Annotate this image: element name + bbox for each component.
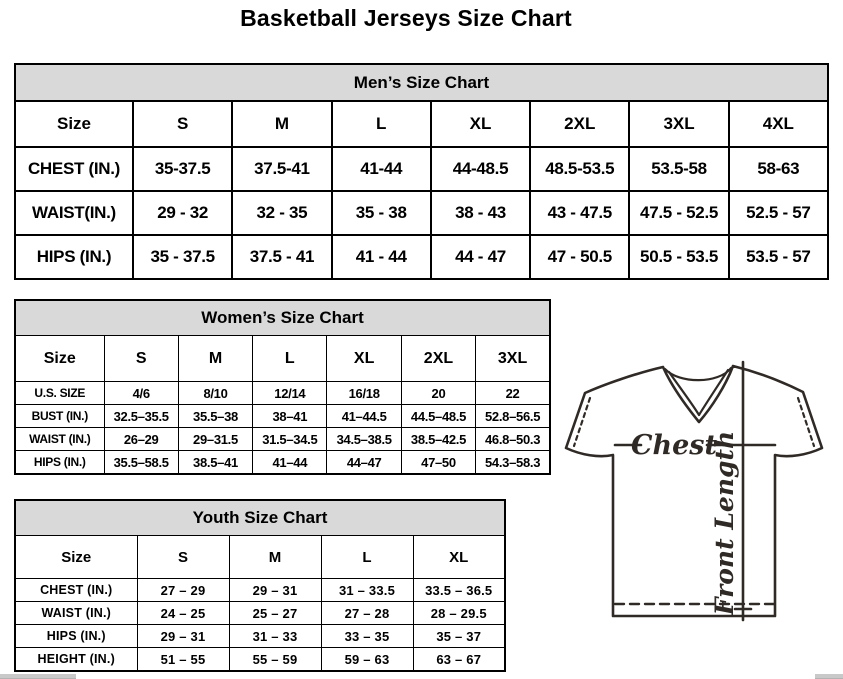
youth-col-header: S: [137, 536, 229, 579]
row-label: CHEST (IN.): [15, 147, 133, 191]
size-cell: 41–44: [253, 451, 327, 475]
row-label: CHEST (IN.): [15, 579, 137, 602]
size-cell: 44–47: [327, 451, 401, 475]
size-cell: 33 – 35: [321, 625, 413, 648]
size-cell: 47–50: [401, 451, 475, 475]
size-cell: 50.5 - 53.5: [629, 235, 728, 279]
size-cell: 29 - 32: [133, 191, 232, 235]
womens-chart-title: Women’s Size Chart: [15, 300, 550, 336]
size-cell: 31.5–34.5: [253, 428, 327, 451]
size-cell: 24 – 25: [137, 602, 229, 625]
youth-height-row: [15, 648, 505, 672]
size-cell: 31 – 33.5: [321, 579, 413, 602]
size-cell: 16/18: [327, 382, 401, 405]
collar-back-curve: [665, 368, 731, 380]
mens-col-header: 4XL: [729, 101, 828, 147]
size-cell: 38–41: [253, 405, 327, 428]
row-label: HIPS (IN.): [15, 625, 137, 648]
size-cell: 47.5 - 52.5: [629, 191, 728, 235]
youth-size-corner: Size: [15, 536, 137, 579]
row-label: U.S. SIZE: [15, 382, 104, 405]
size-cell: 44 - 47: [431, 235, 530, 279]
mens-col-header: L: [332, 101, 431, 147]
row-label: WAIST(IN.): [15, 191, 133, 235]
size-cell: 33.5 – 36.5: [413, 579, 505, 602]
size-cell: 35.5–38: [178, 405, 252, 428]
right-cuff-stitch: [798, 398, 814, 446]
mens-col-header: M: [232, 101, 331, 147]
size-cell: 34.5–38.5: [327, 428, 401, 451]
womens-col-header: M: [178, 336, 252, 382]
size-cell: 32 - 35: [232, 191, 331, 235]
womens-col-header: S: [104, 336, 178, 382]
size-cell: 63 – 67: [413, 648, 505, 672]
jersey-outline-drawing: [561, 358, 829, 628]
womens-size-chart-table: [14, 299, 551, 475]
chest-measure-label: Chest: [631, 430, 717, 461]
size-cell: 28 – 29.5: [413, 602, 505, 625]
youth-waist-row: [15, 602, 505, 625]
womens-size-corner: Size: [15, 336, 104, 382]
youth-header-row: [15, 536, 505, 579]
size-cell: 38.5–41: [178, 451, 252, 475]
mens-col-header: S: [133, 101, 232, 147]
youth-size-chart-table: [14, 499, 506, 672]
size-cell: 44.5–48.5: [401, 405, 475, 428]
mens-waist-row: [15, 191, 828, 235]
size-cell: 52.8–56.5: [476, 405, 550, 428]
size-cell: 41 - 44: [332, 235, 431, 279]
size-cell: 38.5–42.5: [401, 428, 475, 451]
size-cell: 29 – 31: [137, 625, 229, 648]
size-cell: 12/14: [253, 382, 327, 405]
size-cell: 46.8–50.3: [476, 428, 550, 451]
size-cell: 53.5-58: [629, 147, 728, 191]
size-cell: 47 - 50.5: [530, 235, 629, 279]
size-cell: 48.5-53.5: [530, 147, 629, 191]
womens-col-header: 2XL: [401, 336, 475, 382]
mens-header-row: [15, 101, 828, 147]
size-cell: 52.5 - 57: [729, 191, 828, 235]
size-cell: 43 - 47.5: [530, 191, 629, 235]
youth-chart-title: Youth Size Chart: [15, 500, 505, 536]
youth-col-header: XL: [413, 536, 505, 579]
mens-hips-row: [15, 235, 828, 279]
size-cell: 54.3–58.3: [476, 451, 550, 475]
womens-col-header: XL: [327, 336, 401, 382]
womens-col-header: 3XL: [476, 336, 550, 382]
size-cell: 41-44: [332, 147, 431, 191]
youth-hips-row: [15, 625, 505, 648]
size-cell: 37.5 - 41: [232, 235, 331, 279]
youth-chest-row: [15, 579, 505, 602]
womens-col-header: L: [253, 336, 327, 382]
womens-bust-row: [15, 405, 550, 428]
size-cell: 35 - 38: [332, 191, 431, 235]
size-cell: 32.5–35.5: [104, 405, 178, 428]
size-cell: 29 – 31: [229, 579, 321, 602]
horizontal-scrollbar-fragment-right[interactable]: [815, 674, 843, 679]
womens-header-row: [15, 336, 550, 382]
size-cell: 38 - 43: [431, 191, 530, 235]
size-cell: 58-63: [729, 147, 828, 191]
row-label: HEIGHT (IN.): [15, 648, 137, 672]
mens-size-chart-table: [14, 63, 829, 280]
row-label: WAIST (IN.): [15, 428, 104, 451]
mens-chest-row: [15, 147, 828, 191]
page-title: Basketball Jerseys Size Chart: [240, 5, 572, 31]
youth-col-header: M: [229, 536, 321, 579]
size-cell: 4/6: [104, 382, 178, 405]
womens-hips-row: [15, 451, 550, 475]
size-cell: 44-48.5: [431, 147, 530, 191]
size-cell: 27 – 29: [137, 579, 229, 602]
row-label: HIPS (IN.): [15, 235, 133, 279]
womens-ussize-row: [15, 382, 550, 405]
mens-col-header: 3XL: [629, 101, 728, 147]
row-label: BUST (IN.): [15, 405, 104, 428]
size-cell: 59 – 63: [321, 648, 413, 672]
size-cell: 26–29: [104, 428, 178, 451]
mens-col-header: XL: [431, 101, 530, 147]
size-cell: 41–44.5: [327, 405, 401, 428]
mens-col-header: 2XL: [530, 101, 629, 147]
size-cell: 35.5–58.5: [104, 451, 178, 475]
size-cell: 27 – 28: [321, 602, 413, 625]
mens-size-corner: Size: [15, 101, 133, 147]
front-length-measure-label: Front Length: [710, 430, 739, 616]
row-label: WAIST (IN.): [15, 602, 137, 625]
youth-col-header: L: [321, 536, 413, 579]
size-cell: 55 – 59: [229, 648, 321, 672]
size-cell: 25 – 27: [229, 602, 321, 625]
row-label: HIPS (IN.): [15, 451, 104, 475]
jersey-measurement-diagram: [561, 358, 829, 628]
size-cell: 22: [476, 382, 550, 405]
size-cell: 35 - 37.5: [133, 235, 232, 279]
size-cell: 53.5 - 57: [729, 235, 828, 279]
size-cell: 37.5-41: [232, 147, 331, 191]
size-cell: 35-37.5: [133, 147, 232, 191]
womens-waist-row: [15, 428, 550, 451]
size-cell: 35 – 37: [413, 625, 505, 648]
size-cell: 31 – 33: [229, 625, 321, 648]
mens-chart-title: Men’s Size Chart: [15, 64, 828, 101]
size-cell: 20: [401, 382, 475, 405]
size-cell: 51 – 55: [137, 648, 229, 672]
horizontal-scrollbar-fragment-left[interactable]: [0, 674, 76, 679]
size-cell: 29–31.5: [178, 428, 252, 451]
jersey-body-outline: [566, 366, 822, 616]
size-cell: 8/10: [178, 382, 252, 405]
